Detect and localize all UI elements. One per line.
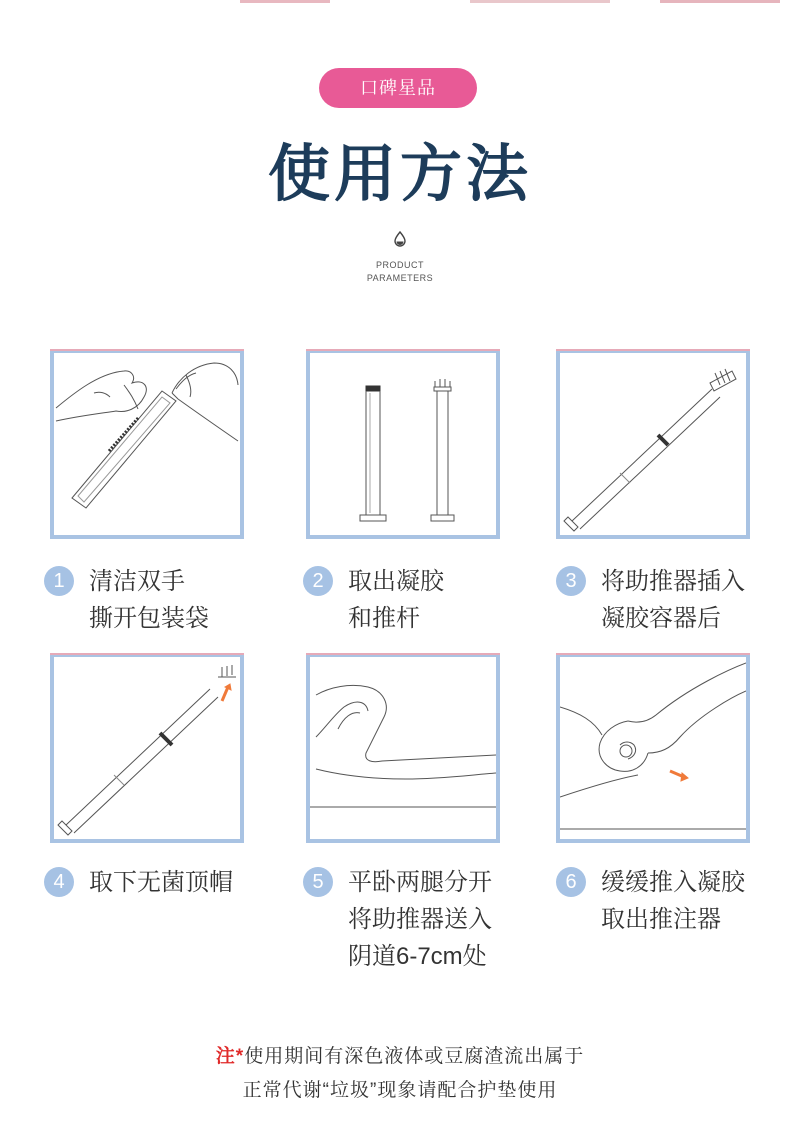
subtitle-en: PRODUCT PARAMETERS: [366, 260, 434, 283]
step-4: [44, 864, 233, 901]
step-number-badge: 2: [303, 566, 333, 596]
step-text: 取出凝胶 和推杆: [348, 568, 444, 632]
note-line-1: 使用期间有深色液体或豆腐渣流出属于: [244, 1046, 585, 1067]
step-number-badge: 4: [44, 867, 74, 897]
top-decor-strip: [0, 0, 800, 4]
step-3: [556, 563, 745, 637]
step-number-badge: 3: [556, 566, 586, 596]
step-text: 缓缓推入凝胶 取出推注器: [601, 869, 745, 933]
step-3-illustration: [556, 349, 750, 539]
page-title: 使用方法: [267, 140, 532, 209]
note-prefix: 注: [215, 1046, 236, 1067]
note-star: *: [235, 1046, 245, 1067]
badge-pill: 口碑星品: [319, 68, 477, 108]
step-number-badge: 1: [44, 566, 74, 596]
step-6: [556, 864, 745, 938]
step-text: 清洁双手 撕开包装袋: [89, 568, 209, 632]
step-5: [303, 864, 492, 975]
step-number-badge: 5: [303, 867, 333, 897]
step-1-illustration: [50, 349, 244, 539]
step-number-badge: 6: [556, 867, 586, 897]
usage-note: [0, 1040, 800, 1108]
note-line-2: 正常代谢“垃圾”现象请配合护垫使用: [242, 1080, 558, 1101]
droplet-icon: [393, 231, 407, 247]
step-6-illustration: [556, 653, 750, 843]
step-2: [303, 563, 444, 637]
step-text: 取下无菌顶帽: [89, 869, 233, 896]
step-5-illustration: [306, 653, 500, 843]
step-2-illustration: [306, 349, 500, 539]
step-4-illustration: [50, 653, 244, 843]
step-text: 平卧两腿分开 将助推器送入 阴道6-7cm处: [348, 869, 492, 970]
step-text: 将助推器插入 凝胶容器后: [601, 568, 745, 632]
step-1: [44, 563, 209, 637]
